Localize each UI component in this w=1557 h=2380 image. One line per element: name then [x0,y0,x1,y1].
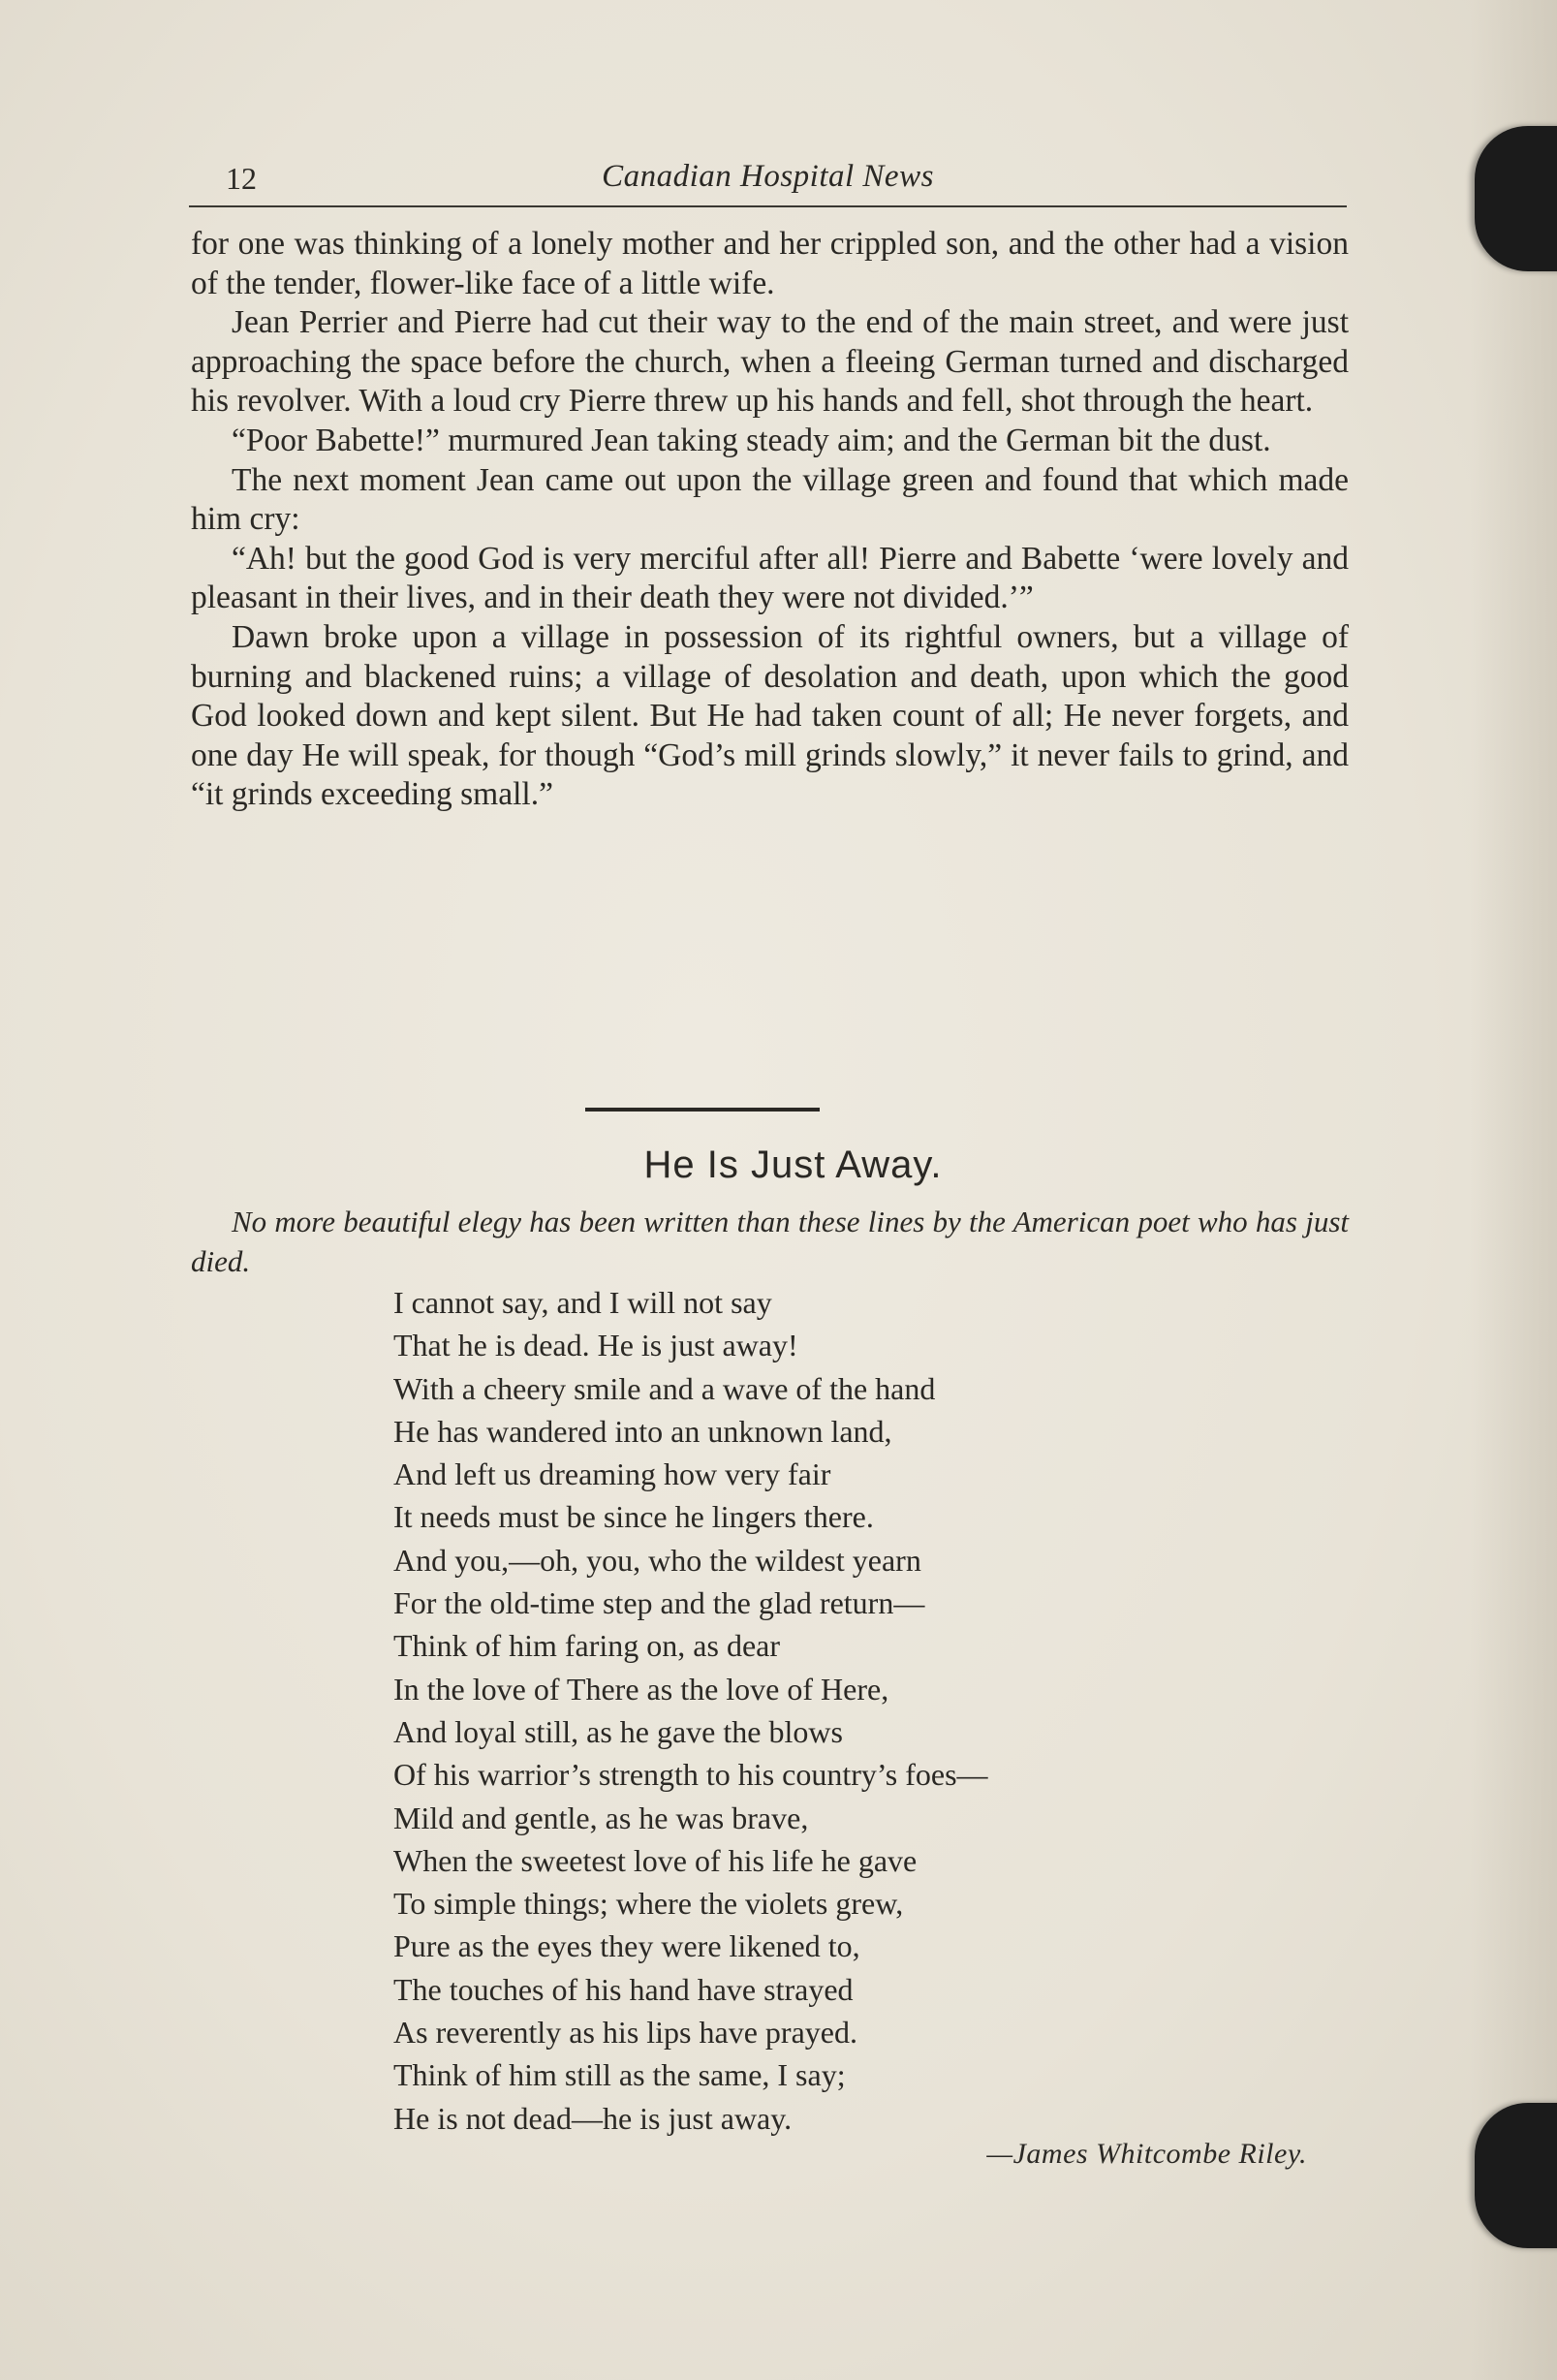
poem-line: To simple things; where the violets grew, [393,1886,904,1922]
binding-hole-bottom [1475,2103,1557,2248]
binding-hole-top [1475,126,1557,271]
poem-line: That he is dead. He is just away! [393,1328,798,1363]
poem-line: And left us dreaming how very fair [393,1456,831,1492]
page-header [189,155,1347,204]
poem-line: It needs must be since he lingers there. [393,1499,874,1535]
poem-line: When the sweetest love of his life he gave [393,1842,918,1878]
story-text [191,225,1349,815]
poem-line: In the love of There as the love of Here, [393,1671,889,1707]
story-paragraph: The next moment Jean came out upon the village green and found that which made him cry: [191,461,1349,538]
poem-line: Think of him still as the same, I say; [393,2057,846,2093]
page-edge-shadow [1470,0,1557,2380]
poem-line: He is not dead—he is just away. [393,2100,793,2136]
poem-intro: No more beautiful elegy has been written than these lines by the American poet who has just died. [191,1205,1349,1278]
story-paragraph: “Poor Babette!” murmured Jean taking steady aim; and the German bit the dust. [232,422,1271,458]
poem-line: With a cheery smile and a wave of the hand [393,1370,936,1406]
story-paragraph: “Ah! but the good God is very merciful after all! Pierre and Babette ‘were lovely and pleasant in their lives, and in their death they were not divided.’” [191,540,1349,616]
poem-line: Mild and gentle, as he was brave, [393,1800,809,1835]
story-paragraph: Jean Perrier and Pierre had cut their way to the end of the main street, and were just approaching the space before the church, when a fleeing German turned and discharged his revolver. With a loud cry Pierre threw up his hands and fell, shot through the heart. [191,304,1349,420]
poem-body [393,1281,1265,2140]
poem-line: Think of him faring on, as dear [393,1628,780,1664]
story-paragraph: for one was thinking of a lonely mother and her crippled son, and the other had a vision of the tender, flower-like face of a little wife. [191,226,1349,301]
poem-title: He Is Just Away. [643,1143,943,1186]
running-title: Canadian Hospital News [602,159,934,194]
poem-line: He has wandered into an unknown land, [393,1413,892,1449]
poem-line: And you,—oh, you, who the wildest yearn [393,1542,921,1578]
page-number: 12 [226,161,257,196]
section-divider [585,1108,820,1112]
poem-attribution: —James Whitcombe Riley. [986,2138,1307,2170]
poem-line: Of his warrior’s strength to his country’s foes— [393,1757,988,1793]
poem-line: As reverently as his lips have prayed. [393,2015,857,2051]
poem-line: The touches of his hand have strayed [393,1971,854,2007]
poem-line: And loyal still, as he gave the blows [393,1713,843,1749]
poem-line: For the old-time step and the glad return— [393,1585,925,1621]
poem-line: Pure as the eyes they were likened to, [393,1928,860,1964]
poem-line: I cannot say, and I will not say [393,1285,772,1320]
story-paragraph: Dawn broke upon a village in possession of its rightful owners, but a village of burning and blackened ruins; a village of desolation and death, upon which the good God looked down and kept silent. But He had taken count of all; He never forgets, and one day He will speak, for though “God’s mill grinds slowly,” it never fails to grind, and “it grinds exceeding small.” [191,618,1349,813]
header-rule [189,205,1347,207]
